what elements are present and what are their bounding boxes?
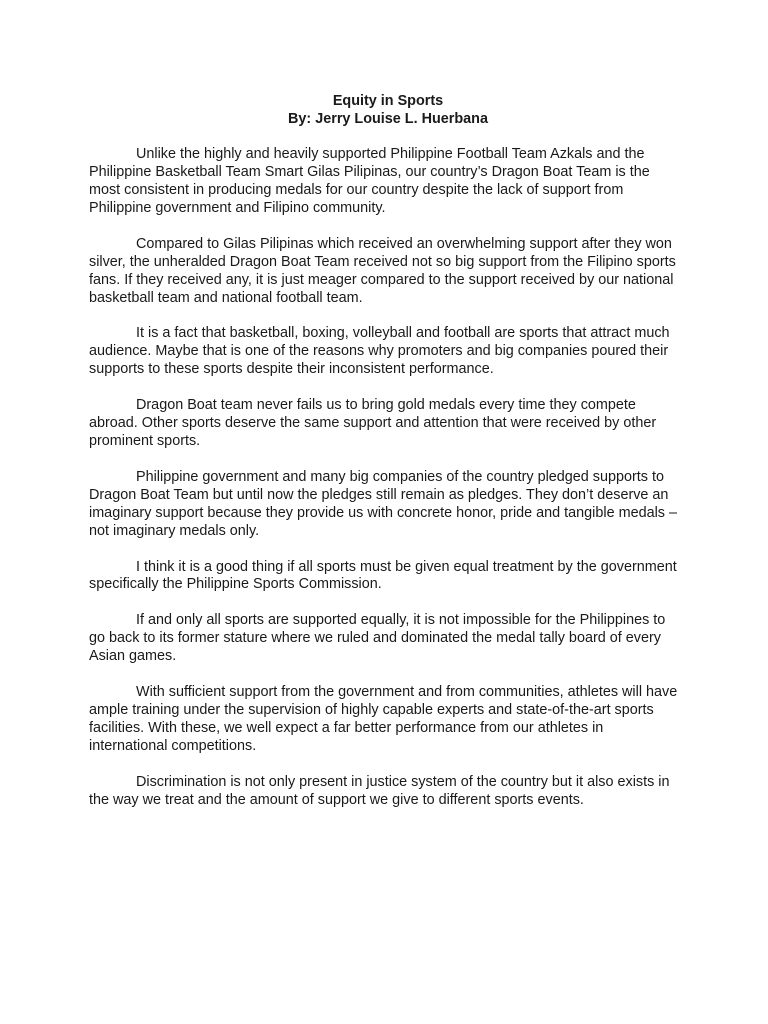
paragraph-8: With sufficient support from the government and from communities, athletes will have ample training under the supervision of highly capable experts and state-of-the-art sports facilities. With these, we well expect a far better performance from our athletes in international competitions. xyxy=(89,684,678,754)
document-title: Equity in Sports xyxy=(332,93,444,109)
title-block xyxy=(89,93,681,128)
paragraph-6: I think it is a good thing if all sports must be given equal treatment by the government specifically the Philippine Sports Commission. xyxy=(89,558,677,593)
paragraph-4: Dragon Boat team never fails us to bring gold medals every time they compete abroad. Other sports deserve the same support and attention that were received by other prominent sports. xyxy=(89,397,657,449)
document-body xyxy=(89,93,681,827)
paragraph-7: If and only all sports are supported equally, it is not impossible for the Philippines to go back to its former stature where we ruled and dominated the medal tally board of every Asian games. xyxy=(89,612,666,665)
paragraph-5: Philippine government and many big companies of the country pledged supports to Dragon Boat Team but until now the pledges still remain as pledges. They don’t deserve an imaginary support because they provide us with concrete honor, pride and tangible medals – not imaginary medals only. xyxy=(89,468,677,539)
paragraph-3: It is a fact that basketball, boxing, volleyball and football are sports that attract much audience. Maybe that is one of the reasons why promoters and big companies poured their supports to these sports despite their inconsistent performance. xyxy=(89,325,670,378)
document-byline: By: Jerry Louise L. Huerbana xyxy=(288,110,488,127)
paragraph-2: Compared to Gilas Pilipinas which received an overwhelming support after they won silver, the unheralded Dragon Boat Team received not so big support from the Filipino sports fans. If they received any, it is just meager compared to the support received by our national basketball team and national football team. xyxy=(89,235,676,306)
paragraph-9: Discrimination is not only present in justice system of the country but it also exists in the way we treat and the amount of support we give to different sports events. xyxy=(89,773,670,808)
paragraph-1: Unlike the highly and heavily supported Philippine Football Team Azkals and the Philippine Basketball Team Smart Gilas Pilipinas, our country’s Dragon Boat Team is the most consistent in producing medals for our country despite the lack of support from Philippine government and Filipino community. xyxy=(89,146,650,216)
